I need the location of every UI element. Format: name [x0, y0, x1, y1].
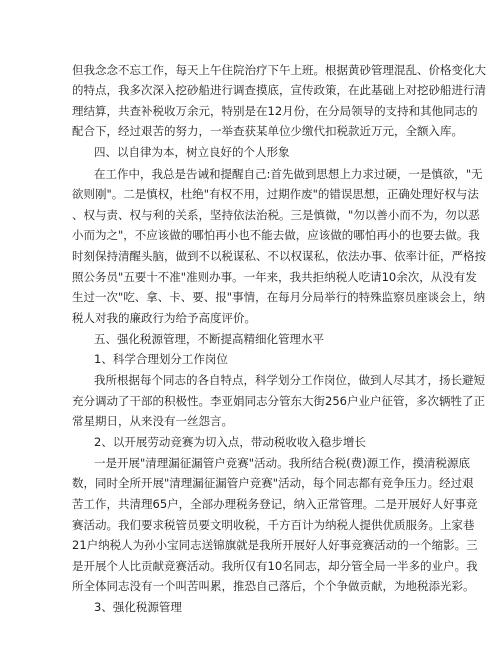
body-text-line: 充分调动了干部的积极性。李亚娟同志分管东大街256户业户征管，多次辆牲了正: [72, 394, 485, 408]
section-heading: 四、以自律为本，树立良好的个人形象: [94, 145, 290, 159]
body-text-line: 21户纳税人为孙小宝同志送锦旗就是我所开展好人好事竞赛活动的一个缩影。三: [72, 538, 478, 552]
body-text-line: 常星期日，从来没有一丝怨言。: [72, 414, 233, 428]
body-text-line: 生过一次"吃、拿、卡、要、报"事情，在每月分局举行的特殊监察员座谈会上，纳: [72, 290, 486, 304]
body-text-line: 配合下，经过艰苦的努力，一举查获某单位少缴代扣税款近万元，全额入库。: [72, 124, 463, 138]
subsection-heading: 2、以开展劳动竞赛为切入点，带动税收收入稳步增长: [94, 435, 366, 449]
body-text-line: 时刻保持清醒头脑，做到不以税谋私、不以权谋私，依法办事、依率计征，严格按: [72, 249, 486, 263]
body-text-line: 数，同时全所开展"清理漏征漏管户竞赛"活动，每个同志都有竞争压力。经过艰: [72, 476, 474, 490]
body-text-line: 我所根据每个同志的各自特点，科学划分工作岗位，做到人尽其才，扬长避短: [94, 373, 485, 387]
subsection-heading: 3、强化税源管理: [94, 600, 182, 614]
body-text-line: 但我念念不忘工作，每天上午住院治疗下午上班。根据黄砂管理混乱、价格变化大: [72, 63, 486, 77]
body-text-line: 的特点，我多次深入挖砂船进行调查摸底，宣传政策，在此基础上对挖砂船进行清: [72, 83, 486, 97]
body-text-line: 所全体同志没有一个叫苦叫累，推恐自己落后，个个争做贡献，为地税添光彩。: [72, 579, 475, 593]
body-text-line: 赛活动。我们要求税管员要文明收税，千方百计为纳税人提供优质服务。上家巷: [72, 518, 475, 532]
subsection-heading: 1、科学合理划分工作岗位: [94, 352, 228, 366]
body-text-line: 欲则刚"。二是慎权，杜绝"有权不用，过期作废"的错误思想，正确处理好权与法: [72, 187, 479, 201]
section-heading: 五、强化税源管理，不断提高精细化管理水平: [94, 332, 324, 346]
body-text-line: 税人对我的廉政行为给予高度评价。: [72, 311, 256, 325]
body-text-line: 照公务员"五要十不准"准则办事。一年来，我共拒纳税人吃请10余次，从没有发: [72, 270, 477, 284]
body-text-line: 理结算，共查补税收万余元，特别是在12月份，在分局领导的支持和其他同志的: [72, 104, 478, 118]
body-text-line: 苦工作，共清理65户，全部办理税务登记，纳入正常管理。二是开展好人好事竞: [72, 497, 478, 511]
body-text-line: 、权与责、权与利的关系，坚持依法治税。三是慎微，"勿以善小而不为，勿以恶: [72, 208, 480, 222]
body-text-line: 小而为之"，不应该做的哪怕再小也不能去做，应该做的哪怕再小的也要去做。我: [72, 228, 480, 242]
body-text-line: 是开展个人比贡献竞赛活动。我所仅有10名同志，却分管全局一半多的业户。我: [72, 559, 478, 573]
body-text-line: 一是开展"清理漏征漏管户竞赛"活动。我所结合税(费)源工作，摸清税源底: [94, 456, 471, 470]
body-text-line: 在工作中，我总是告诫和提醒自己:首先做到思想上力求过硬，一是慎欲，"无: [94, 167, 483, 181]
